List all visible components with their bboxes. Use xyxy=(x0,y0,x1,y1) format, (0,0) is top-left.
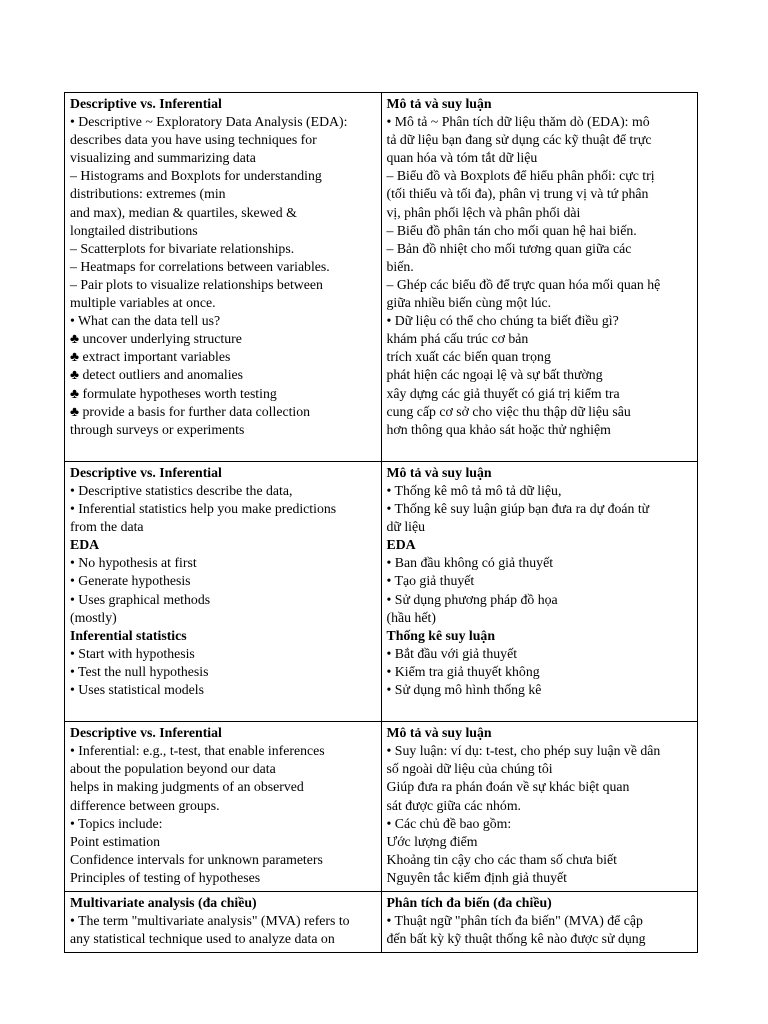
cell-line: vị, phân phối lệch và phân phối dài xyxy=(386,204,581,220)
cell-line: biến. xyxy=(386,258,414,274)
cell-line: • Tạo giả thuyết xyxy=(386,573,475,589)
cell-line: tả dữ liệu bạn đang sử dụng các kỹ thuật để trực xyxy=(386,132,652,148)
cell-line: ♣ detect outliers and anomalies xyxy=(70,367,244,383)
english-cell xyxy=(65,892,382,953)
cell-line: – Biểu đồ phân tán cho mối quan hệ hai biến. xyxy=(386,222,637,238)
cell-line: • Dữ liệu có thể cho chúng ta biết điều gì? xyxy=(386,313,619,329)
cell-line: – Histograms and Boxplots for understanding xyxy=(70,168,322,184)
cell-line: • Thống kê suy luận giúp bạn đưa ra dự đoán từ xyxy=(386,501,650,517)
cell-line: about the population beyond our data xyxy=(70,761,276,777)
cell-line: hơn thông qua khảo sát hoặc thử nghiệm xyxy=(386,421,611,437)
cell-line: ♣ extract important variables xyxy=(70,349,231,365)
cell-line: giữa nhiều biến cùng một lúc. xyxy=(386,295,552,311)
cell-line xyxy=(70,699,377,717)
cell-line: Confidence intervals for unknown parameters xyxy=(70,851,323,867)
cell-line: • Inferential: e.g., t-test, that enable inferences xyxy=(70,743,325,759)
table-row xyxy=(65,461,698,721)
cell-line: ♣ formulate hypotheses worth testing xyxy=(70,385,277,401)
cell-line: khám phá cấu trúc cơ bản xyxy=(386,331,529,347)
cell-line: đến bất kỳ kỹ thuật thống kê nào được sử dụng xyxy=(386,931,646,947)
cell-line: • Kiểm tra giả thuyết không xyxy=(386,663,540,679)
table-body xyxy=(65,93,698,953)
cell-line: • Descriptive statistics describe the data, xyxy=(70,482,293,498)
cell-line: • Mô tả ~ Phân tích dữ liệu thăm dò (EDA): mô xyxy=(386,114,650,130)
cell-line: Khoảng tin cậy cho các tham số chưa biết xyxy=(386,851,617,867)
cell-line: helps in making judgments of an observed xyxy=(70,779,304,795)
cell-line: trích xuất các biến quan trọng xyxy=(386,349,551,365)
cell-heading: Inferential statistics xyxy=(70,627,187,643)
cell-line: Nguyên tắc kiểm định giả thuyết xyxy=(386,869,567,885)
cell-line: • Test the null hypothesis xyxy=(70,663,209,679)
cell-line: xây dựng các giả thuyết có giá trị kiểm tra xyxy=(386,385,620,401)
cell-line: • Start with hypothesis xyxy=(70,645,195,661)
cell-line: • Thống kê mô tả mô tả dữ liệu, xyxy=(386,482,562,498)
vietnamese-cell xyxy=(381,892,698,953)
cell-line: Principles of testing of hypotheses xyxy=(70,869,261,885)
cell-line: – Ghép các biểu đồ để trực quan hóa mối quan hệ xyxy=(386,276,661,292)
cell-heading: Descriptive vs. Inferential xyxy=(70,464,222,480)
cell-line: ♣ uncover underlying structure xyxy=(70,331,242,347)
cell-line: • Uses statistical models xyxy=(70,682,204,697)
cell-line: • Sử dụng mô hình thống kê xyxy=(386,682,542,697)
cell-line: • Các chủ đề bao gồm: xyxy=(386,815,512,831)
cell-line: • Descriptive ~ Exploratory Data Analysis (EDA): xyxy=(70,114,348,130)
cell-line: • Uses graphical methods xyxy=(70,591,211,607)
cell-heading: Mô tả và suy luận xyxy=(386,464,492,480)
table-row xyxy=(65,892,698,953)
cell-line: phát hiện các ngoại lệ và sự bất thường xyxy=(386,367,603,383)
cell-line: quan hóa và tóm tắt dữ liệu xyxy=(386,150,538,166)
cell-line: • Thuật ngữ "phân tích đa biến" (MVA) để cập xyxy=(386,913,643,929)
cell-line: and max), median & quartiles, skewed & xyxy=(70,204,297,220)
cell-line: difference between groups. xyxy=(70,797,220,813)
cell-line: describes data you have using techniques for xyxy=(70,132,317,148)
cell-line: • Sử dụng phương pháp đồ họa xyxy=(386,591,558,607)
english-cell xyxy=(65,461,382,721)
table-row xyxy=(65,722,698,892)
cell-line: Point estimation xyxy=(70,833,161,849)
cell-line: – Biểu đồ và Boxplots để hiểu phân phối: cực trị xyxy=(386,168,655,184)
cell-line: • What can the data tell us? xyxy=(70,313,221,329)
cell-line: Ước lượng điểm xyxy=(386,833,478,849)
english-cell xyxy=(65,722,382,892)
cell-heading: Mô tả và suy luận xyxy=(386,725,492,741)
cell-line: • The term "multivariate analysis" (MVA) refers to xyxy=(70,913,350,929)
cell-line: from the data xyxy=(70,519,144,535)
cell-line: (mostly) xyxy=(70,609,117,625)
vietnamese-cell xyxy=(381,722,698,892)
cell-line: any statistical technique used to analyze data on xyxy=(70,931,335,947)
cell-heading: Thống kê suy luận xyxy=(386,627,496,643)
cell-line: – Heatmaps for correlations between variables. xyxy=(70,258,330,274)
cell-line: distributions: extremes (min xyxy=(70,186,226,202)
cell-heading: EDA xyxy=(386,537,416,553)
cell-line: • Ban đầu không có giả thuyết xyxy=(386,555,554,571)
cell-line: Giúp đưa ra phán đoán về sự khác biệt quan xyxy=(386,779,630,795)
cell-line: – Pair plots to visualize relationships between xyxy=(70,276,323,292)
cell-line: longtailed distributions xyxy=(70,222,198,238)
english-cell xyxy=(65,93,382,462)
cell-line: • Topics include: xyxy=(70,815,163,831)
cell-line: (hầu hết) xyxy=(386,609,436,625)
cell-line: through surveys or experiments xyxy=(70,421,245,437)
cell-line: cung cấp cơ sở cho việc thu thập dữ liệu sâu xyxy=(386,403,631,419)
cell-line: dữ liệu xyxy=(386,519,426,535)
bilingual-notes-table xyxy=(64,92,698,953)
cell-heading: Descriptive vs. Inferential xyxy=(70,725,222,741)
cell-heading: EDA xyxy=(70,537,100,553)
vietnamese-cell xyxy=(381,461,698,721)
cell-line: • Bắt đầu với giả thuyết xyxy=(386,645,518,661)
cell-line: ♣ provide a basis for further data collection xyxy=(70,403,311,419)
cell-heading: Mô tả và suy luận xyxy=(386,96,492,111)
cell-line: – Bản đồ nhiệt cho mối tương quan giữa các xyxy=(386,240,632,256)
table-row xyxy=(65,93,698,462)
cell-line: số ngoài dữ liệu của chúng tôi xyxy=(386,761,553,777)
cell-line: sát được giữa các nhóm. xyxy=(386,797,521,813)
cell-heading: Multivariate analysis (đa chiều) xyxy=(70,895,257,911)
cell-line: (tối thiểu và tối đa), phân vị trung vị và tứ phân xyxy=(386,186,649,202)
cell-line: visualizing and summarizing data xyxy=(70,150,256,166)
cell-line: • No hypothesis at first xyxy=(70,555,197,571)
cell-line: • Inferential statistics help you make predictions xyxy=(70,501,337,517)
cell-line: – Scatterplots for bivariate relationships. xyxy=(70,240,295,256)
cell-line: • Suy luận: ví dụ: t-test, cho phép suy luận về dân xyxy=(386,743,661,759)
vietnamese-cell xyxy=(381,93,698,462)
cell-line: • Generate hypothesis xyxy=(70,573,191,589)
cell-line: multiple variables at once. xyxy=(70,295,216,311)
cell-heading: Phân tích đa biến (đa chiều) xyxy=(386,895,552,911)
cell-line xyxy=(70,439,377,457)
cell-heading: Descriptive vs. Inferential xyxy=(70,96,222,111)
